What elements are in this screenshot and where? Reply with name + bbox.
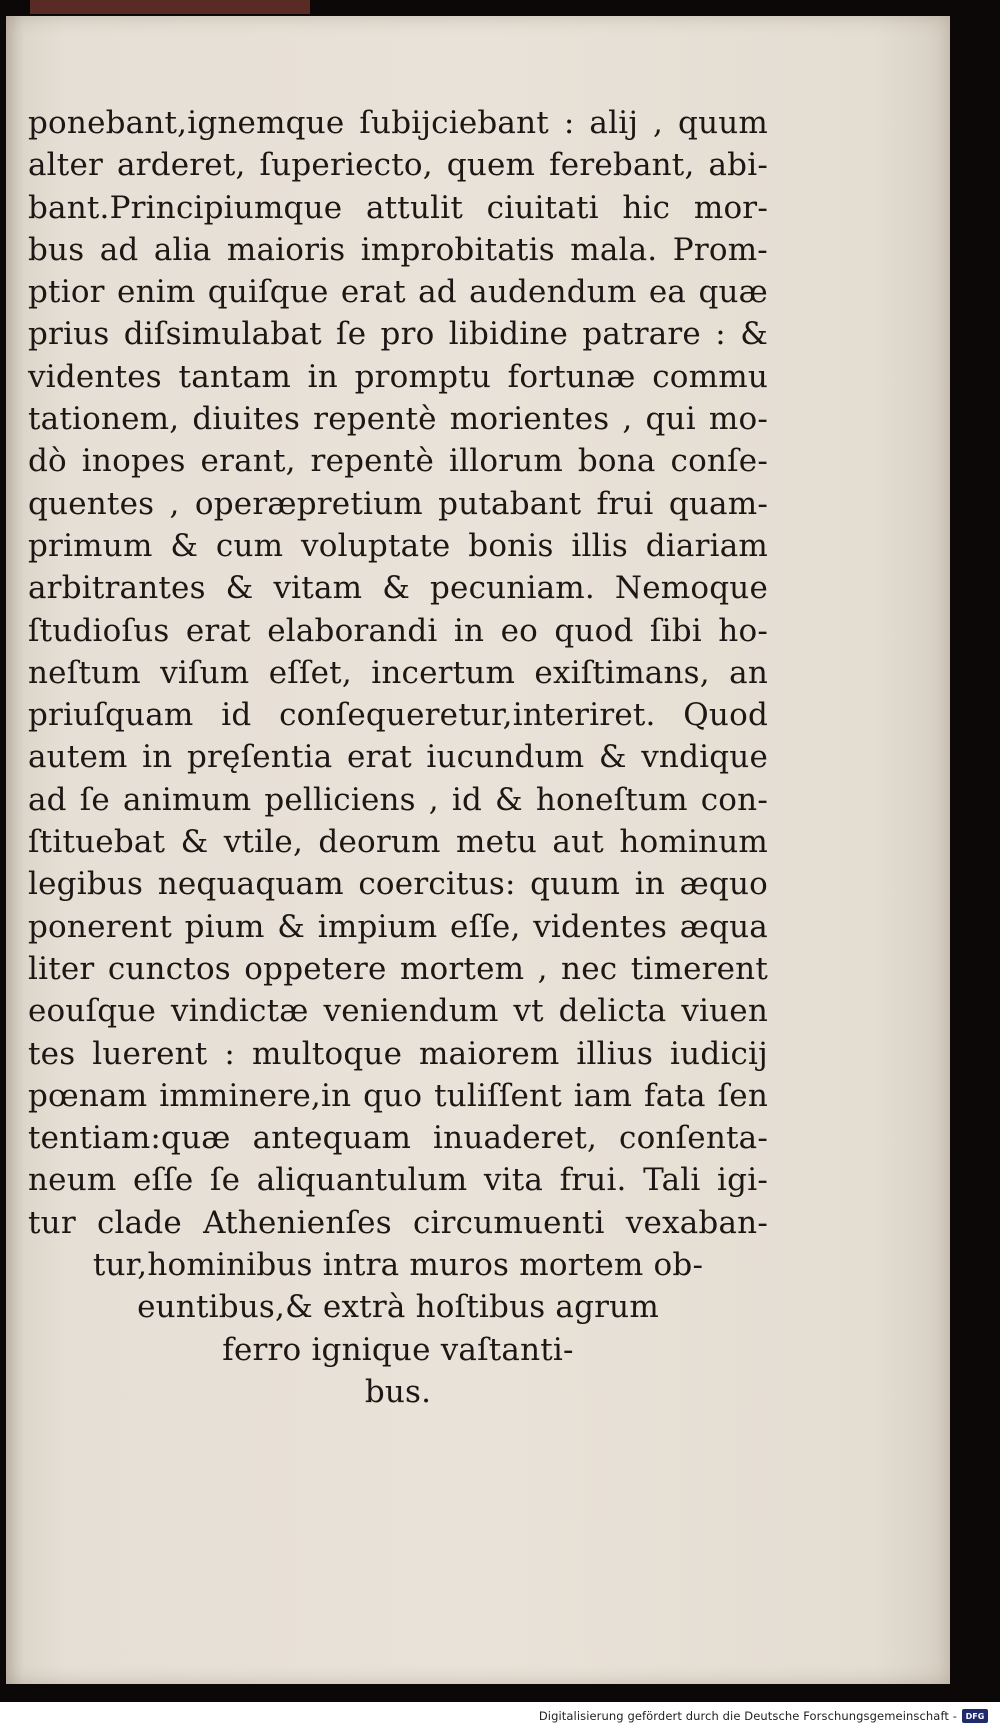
text-line: quentes , operæpretium putabant frui quam-	[28, 485, 768, 522]
text-line: alter arderet, ſuperiecto, quem ferebant, abi-	[28, 147, 768, 184]
funding-credit: Digitalisierung gefördert durch die Deutsche Forschungsgemeinschaft -	[538, 1709, 957, 1723]
text-line-taper: tur,hominibus intra muros mortem ob-	[92, 1247, 704, 1284]
dfg-logo: DFG	[962, 1709, 988, 1723]
text-line: bus ad alia maioris improbitatis mala. Prom-	[28, 231, 768, 268]
text-line: liter cunctos oppetere mortem , nec timerent	[28, 950, 768, 987]
text-line: tes luerent : multoque maiorem illius iudicij	[28, 1035, 768, 1072]
book-page	[6, 16, 950, 1684]
text-line: ſtudioſus erat elaborandi in eo quod ſibi ho-	[28, 612, 768, 649]
text-line-taper: ferro ignique vaſtanti-	[222, 1331, 574, 1368]
text-line: neſtum viſum eſſet, incertum exiſtimans, an	[28, 654, 768, 691]
text-line: prius diſsimulabat ſe pro libidine patrare : &	[28, 316, 768, 353]
text-line: tationem, diuites repentè morientes , qui mo-	[28, 401, 768, 438]
text-line: legibus nequaquam coercitus: quum in æquo	[28, 866, 768, 903]
text-line: eouſque vindictæ veniendum vt delicta viuen	[28, 993, 768, 1030]
text-line: priuſquam id conſequeretur,interiret. Quod	[28, 697, 768, 734]
text-line: neum eſſe ſe aliquantulum vita frui. Tali igi-	[28, 1162, 768, 1199]
digitization-footer	[0, 1702, 1000, 1730]
page-text-block	[28, 102, 768, 1413]
text-line: ſtituebat & vtile, deorum metu aut hominum	[28, 824, 768, 861]
scan-edge-strip	[30, 0, 310, 14]
text-line: arbitrantes & vitam & pecuniam. Nemoque	[28, 570, 768, 607]
text-line: autem in pręſentia erat iucundum & vndique	[28, 739, 768, 776]
text-line: tentiam:quæ antequam inuaderet, conſenta-	[28, 1120, 768, 1157]
text-line: ad ſe animum pelliciens , id & honeſtum con-	[28, 781, 768, 818]
text-line: ptior enim quiſque erat ad audendum ea quæ	[28, 274, 768, 311]
text-line-taper: bus.	[364, 1373, 432, 1410]
text-line: ponebant,ignemque ſubijciebant : alij , quum	[28, 105, 768, 141]
text-line: pœnam imminere,in quo tuliſſent iam fata ſen	[28, 1077, 768, 1114]
text-line: videntes tantam in promptu fortunæ commu	[28, 358, 768, 395]
text-line: dò inopes erant, repentè illorum bona conſe-	[28, 443, 768, 480]
text-line: primum & cum voluptate bonis illis diariam	[28, 527, 768, 564]
text-line: tur clade Athenienſes circumuenti vexaban-	[28, 1204, 768, 1241]
text-line: ponerent pium & impium eſſe, videntes æqua	[28, 908, 768, 945]
text-line: bant.Principiumque attulit ciuitati hic mor-	[28, 189, 768, 226]
text-line-taper: euntibus,& extrà hoſtibus agrum	[137, 1289, 659, 1326]
